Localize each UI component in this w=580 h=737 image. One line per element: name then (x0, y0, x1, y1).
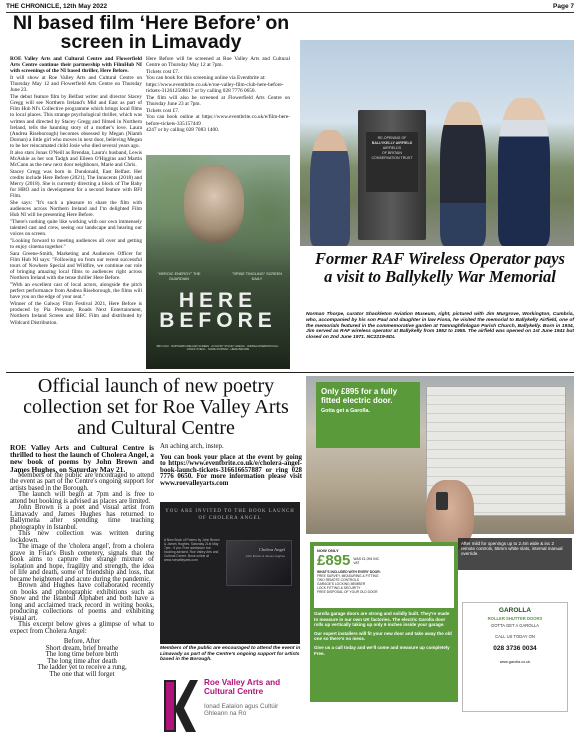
poem-excerpt (10, 639, 154, 678)
ad-tagline: GOTTA GET A GAROLLA (490, 623, 540, 628)
poetry-headline: Official launch of new poetry collection set for Roe Valley Arts and Cultural Centre (23, 375, 289, 439)
ad-body-text-3: Give us a call today and we'll come and measure up completely Free. (314, 644, 450, 656)
poetry-col1 (10, 444, 154, 736)
book-invite-image (160, 502, 300, 644)
poetry-lead: ROE Valley Arts and Cultural Centre is thrilled to host the launch of Cholera Angel, a new book of poems by John Brown and James Hughes, on Saturday May 21. (10, 443, 154, 474)
film-para: You can book online at https://www.eventbrite.co.uk/e/film-here-before-tickets-335157449 (146, 114, 290, 127)
ad-promo-box (316, 382, 420, 448)
poem-line: The ladder yet to receive a rung, (37, 664, 127, 672)
film-para: Winner of the Galway Film Festival 2021, Here Before is produced by Pia Pressure, Roads Next Entertainment, Northern Ireland Screen and BBC Film and distributed by Wildcard Distribution. (10, 301, 142, 326)
ad-included-title: WHAT'S INCLUDED WITH EVERY DOOR: (317, 570, 381, 574)
roe-valley-logo-mark (160, 676, 200, 734)
person-left (310, 130, 350, 246)
film-para: She says: "It's such a pleasure to share the film with audiences across Northern Ireland and I'm delighted Film Hub NI will be presenting Here Before. (10, 200, 142, 219)
ad-house-photo (306, 376, 574, 534)
poem-line: The long time before birth (45, 651, 119, 659)
raf-headline: Former RAF Wireless Operator pays a visit to Ballykelly War Memorial (315, 249, 565, 286)
ad-now-only: NOW ONLY (317, 548, 339, 553)
person-centre (440, 102, 486, 246)
plaque-line: BALLYKELLY AIRFIELD (371, 141, 413, 145)
poem-line: Before, After (63, 638, 101, 646)
film-para: "With an excellent cast of local actors, alongside the pitch perfect performance from Andrea Riseborough, the films will have you on the edge of your seat." (10, 282, 142, 301)
film-lead: ROE Valley Arts and Cultural Centre and Flowerfield Arts Centre continue their partnership with FilmHub NI with screenings of the NI based thriller, Here Before. (10, 56, 142, 75)
film-para: "There's nothing quite like working with our own immensely talented cast and crew, seeing our landscape and hearing our voices on screen. (10, 219, 142, 238)
poster-title (146, 291, 290, 331)
film-poster (146, 155, 290, 369)
logo-irish: Ionad Ealaíon agus Cultúir Ghleann na Ró (204, 703, 279, 717)
film-para: Sara Greene-Smith, Marketing and Audiences Officer for Film Hub NI says: "Following on from our recent successful tours of Nowhere Special and Wildfire, we continue our role of bringing amazing local films to audiences right across Northern Ireland with the tense thriller Here Before. (10, 250, 142, 282)
memorial-stone (358, 110, 426, 240)
poster-credits: BBC FILM · NORTHERN IRELAND SCREEN · A FILM BY STACEY GREGG · ANDREA RISEBOROUGH · JONAS O'NEILL · NIAMH DORNAN · HERE BEFORE (156, 345, 280, 351)
garolla-advert (306, 376, 574, 736)
ad-brand-name: GAROLLA (498, 607, 532, 614)
film-para: Tickets cost £7. (146, 107, 180, 114)
ad-brand-box (462, 602, 568, 712)
plaque-line: OF BRITAIN (382, 151, 402, 155)
book-cover-title: Cholera Angel (258, 547, 285, 552)
poem-line: The one that will forget (49, 670, 115, 678)
film-para: 4247 or by calling 028 7083 1400. (146, 127, 220, 134)
plaque-line: RE-OPENING OF (377, 136, 407, 140)
film-para: It will show at Roe Valley Arts and Cultural Centre on Thursday May 12 and Flowerfield Arts Centre on Thursday June 23. (10, 74, 142, 94)
book-cover-authors: John Brown & James Hughes (245, 554, 285, 558)
roe-valley-logo (160, 676, 302, 736)
poetry-para: The image of the 'cholera angel', from a cholera grave in Friar's Bush cemetery, signals that the book aims to capture the strange mixture of isolation and hope, fragility and strength, the idea of life and death, some of friendship and loss, that became heightened and acute during the pandemic. (10, 543, 154, 583)
ad-promo-headline: Only £895 for a fully fitted electric door. (321, 387, 398, 405)
ad-included-item: GARAGE'S LOCKING MEMBER (317, 582, 366, 586)
film-headline: NI based film ‘Here Before’ on screen in Limavady (12, 12, 290, 53)
poem-line: Short dream, brief breathe (45, 644, 119, 652)
poem-line: The long time after death (47, 657, 117, 665)
ad-included-item: FREE DISPOSAL OF YOUR OLD DOOR (317, 590, 378, 594)
poster-title-line1: HERE (178, 289, 258, 312)
film-para: https://www.eventbrite.co.uk/e/roe-valley-film-club-here-before-tickets-312612508617 or by calling 028 7776 0650. (146, 82, 284, 95)
film-article-col1 (10, 56, 142, 368)
memorial-plaque (366, 132, 418, 192)
memorial-photo (300, 40, 574, 246)
film-para: Here Before will be screened at Roe Valley Arts and Cultural Centre on Thursday May 12 at 7pm. (146, 56, 290, 69)
masthead-date: THE CHRONICLE, 12th May 2022 (6, 3, 108, 10)
film-para: The film will also be screened at Flowerfield Arts Centre on Thursday June 23 at 7pm. (146, 94, 290, 108)
ad-call-label: CALL US TODAY ON (495, 634, 535, 639)
booking-info: You can book your place at the event by going to https://www.eventbrite.co.uk/e/cholera-angel-book-launch-tickets-316616657887 or ring 028 7776 0650. For more information please visit www.roevalleyarts.com (160, 453, 302, 487)
ad-body-text-2: Our expert installers will fit your new door and take away the old one so there's no mess. (314, 630, 452, 642)
plaque-line: AIRFIELDS (382, 146, 402, 150)
poster-quote-right: "SPINE TINGLING" SCREEN DAILY (232, 272, 282, 281)
ad-brand-sub: ROLLER SHUTTER DOORS (487, 616, 543, 621)
ad-remote-icon (436, 492, 448, 510)
page-number: Page 7 (553, 3, 574, 10)
poetry-col2 (160, 444, 302, 500)
ad-offer-panel (310, 542, 458, 702)
poster-face (184, 165, 244, 243)
ad-body-text: Garolla garage doors are strong and solidly built. They're made to measure in our own UK factories. The electric Garolla door rolls up vertically taking up only 6 inches inside your garage. (314, 611, 450, 628)
film-para: It also stars Jonas O'Neill as Brendan, Laura's husband, Lewis McAskie as her son Tadgh and Eileen O'Higgins and Martin McCann as the new next door neighbours, Marie and Chris. (10, 149, 142, 169)
film-article-col2 (146, 56, 290, 152)
poster-quote-left: "HEROIC ENERGY" THE GUARDIAN (157, 272, 201, 281)
poster-title-line2: BEFORE (159, 309, 277, 332)
ad-small-print: After mild for openings up to 2.4m wide & inc 2 remote controls, 55mm white slats, internal manual override. (458, 538, 572, 570)
poetry-para: The launch will begin at 7pm and is free to attend but booking is advised as places are limited. (10, 491, 154, 505)
poetry-para: Brown and Hughes have collaborated recently on books and photographic exhibitions such as Snow and the Istanbul Alphabet and both have a long and acclaimed track record in writing books, producing collections of poems and exhibiting visual art. (10, 582, 154, 622)
ad-included-item: TWO REMOTE CONTROLS (317, 578, 359, 582)
film-para: "Looking forward to meeting audiences all over and getting to enjoy cinema together." (10, 238, 142, 251)
section-divider (6, 372, 574, 373)
plaque-line: CONSERVATION TRUST (371, 156, 413, 160)
person-right (498, 98, 550, 246)
ad-included-item: FREE SURVEY, MEASURING & FITTING (317, 574, 379, 578)
film-para: Stacey Gregg was born in Dundonald, East Belfast. Her credits include Here Before (2021), The Innocents (2018) and Mercy (2018). She is currently directing a block of The Baby for HBO and in development for a second feature with BFI Film. (10, 168, 142, 200)
ad-price-box (314, 546, 454, 608)
raf-caption: Norman Thorpe, curator Shackleton Aviation Museum, right, pictured with Jim Murgrove, Workington, Cumbria, who, accompanied by his son Paul and daughter in law Fiona, he visited the memorial to Ballykelly Airfield, one of the memorials featured in the commemorative garden at Tamnaghfinlagan Parish Church, Ballykelly. Born in 1934, Jim served as RAF wireless operator at Ballykelly from 1952 to 1955. The airfield was opened on 1st June 1941 but closed on 2nd June 1971. NC2219-5DL (306, 312, 574, 341)
invite-title: YOU ARE INVITED TO THE BOOK LAUNCH OF CHOLERA ANGEL (165, 509, 295, 521)
book-cover (226, 540, 292, 586)
ad-promo-tagline: Gotta get a Garolla. (321, 408, 370, 414)
ad-included-item: LOCK FITTING & SECURITY (317, 586, 361, 590)
film-para: Tickets cost £7. (146, 68, 180, 75)
ad-was-price: WAS £1,094 INC VAT (353, 556, 380, 565)
poetry-para: This new collection was written during lockdown. (10, 530, 154, 544)
film-para: You can book for this screening online via Eventbrite at: (146, 75, 266, 82)
ad-price: £895 (317, 552, 351, 569)
logo-english: Roe Valley Arts and Cultural Centre (204, 678, 281, 696)
poetry-para: This excerpt below gives a glimpse of what to expect from Cholera Angel: (10, 621, 154, 635)
ad-website: www.garolla.co.uk (499, 660, 531, 664)
book-caption: Members of the public are encouraged to attend the event in Limavady as part of the Centre's ongoing support for artists based in the Borough. (160, 646, 301, 663)
film-para: The debut feature film by Belfast writer and director Stacey Gregg will see Northern Ireland's Mid and East as part of Film Hub NI's Collective programme which brings local films to local places. This strange psychological thriller, which was written and directed by Stacey Gregg and filmed in Northern Ireland, tells the haunting story of a mother's love. Laura (Andrea Riseborough) becomes obsessed by Megan (Niamh Dornan) a little girl who moves in next door, believing Megan to be her reincarnated child Josie who died several years ago. (10, 93, 142, 150)
poetry-para: John Brown is a poet and visual artist from Limavady and James Hughes has returned to Ballymena after spending time teaching photography in Istanbul. (10, 504, 154, 531)
invite-details: A New Book of Poems by John Brown & James Hughes. Saturday 21st May 7pm - 9 pm. Free admission but booking advised. Roe Valley Arts and Cultural Centre. Book online at www.roevalleyarts.com (164, 538, 220, 562)
poem-continued: An aching arch, instep. (160, 443, 224, 450)
ad-phone-number: 028 3736 0034 (493, 645, 537, 652)
poetry-para: Members of the public are encouraged to attend the event as part of the Centre's ongoing support for artists based in the Borough. (10, 471, 154, 492)
